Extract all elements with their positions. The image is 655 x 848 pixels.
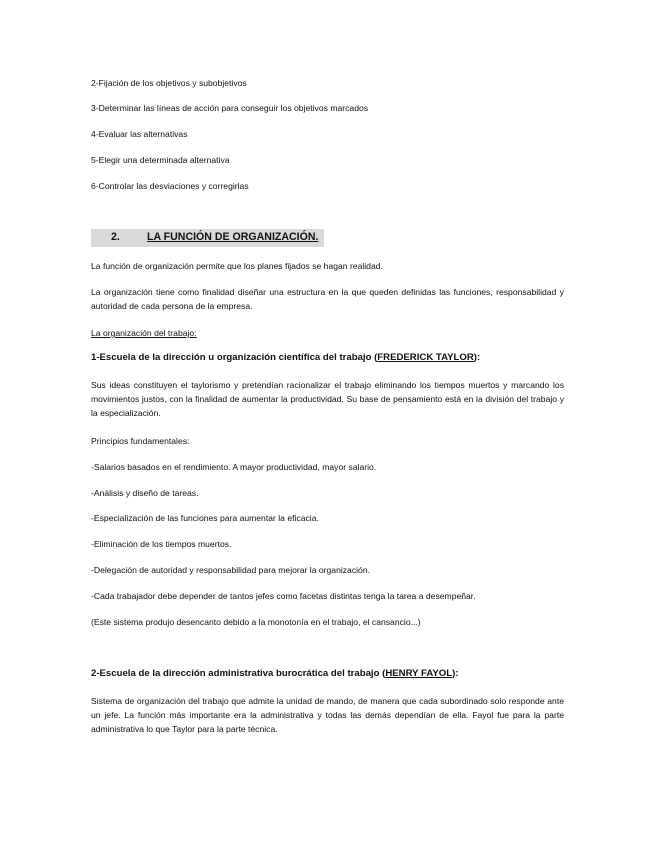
- principle-item: -Eliminación de los tiempos muertos.: [91, 539, 232, 549]
- principle-item: -Salarios basados en el rendimiento. A mayor productividad, mayor salario.: [91, 462, 377, 472]
- step-item: 3-Determinar las líneas de acción para conseguir los objetivos marcados: [91, 103, 369, 113]
- intro-paragraph: La organización tiene como finalidad diseñar una estructura en la que queden definidas las funciones, responsabilidad y autoridad de cada persona de la empresa.: [91, 287, 564, 311]
- principles-label: Principios fundamentales:: [91, 436, 190, 446]
- author-name: FREDERICK TAYLOR: [377, 352, 474, 363]
- step-item: 4-Evaluar las alternativas: [91, 129, 188, 139]
- taylor-note: (Este sistema produjo desencanto debido a la monotonía en el trabajo, el cansancio...): [91, 617, 421, 627]
- section-number: 2.: [111, 231, 120, 243]
- step-item: 2-Fijación de los objetivos y subobjetivos: [91, 78, 247, 88]
- intro-paragraph: La función de organización permite que los planes fijados se hagan realidad.: [91, 261, 383, 271]
- author-name: HENRY FAYOL: [385, 668, 453, 679]
- school-heading-taylor: 1-Escuela de la dirección u organización científica del trabajo (FREDERICK TAYLOR):: [91, 352, 481, 363]
- principle-item: -Especialización de las funciones para aumentar la eficacia.: [91, 513, 319, 523]
- principle-item: -Delegación de autoridad y responsabilidad para mejorar la organización.: [91, 565, 370, 575]
- school-heading-fayol: 2-Escuela de la dirección administrativa burocrática del trabajo (HENRY FAYOL):: [91, 668, 459, 679]
- principle-item: -Análisis y diseño de tareas.: [91, 488, 199, 498]
- principle-item: -Cada trabajador debe depender de tantos jefes como facetas distintas tenga la tarea a desempeñar.: [91, 591, 476, 601]
- fayol-description: Sistema de organización del trabajo que admite la unidad de mando, de manera que cada subordinado solo responde ante un jefe. La función más importante era la administrativa y todas las demás dependían de ella. Fayol fue para la parte administrativa lo que Taylor para la parte técnica.: [91, 696, 564, 734]
- section-title: LA FUNCIÓN DE ORGANIZACIÓN.: [147, 231, 319, 243]
- taylor-description: Sus ideas constituyen el taylorismo y pretendían racionalizar el trabajo eliminando los tiempos muertos y marcando los movimientos justos, con la finalidad de aumentar la productividad. Su base de pensamiento está en la división del trabajo y la especialización.: [91, 380, 564, 418]
- step-item: 6-Controlar las desviaciones y corregirlas: [91, 181, 249, 191]
- subheading: La organización del trabajo:: [91, 328, 197, 338]
- step-item: 5-Elegir una determinada alternativa: [91, 155, 230, 165]
